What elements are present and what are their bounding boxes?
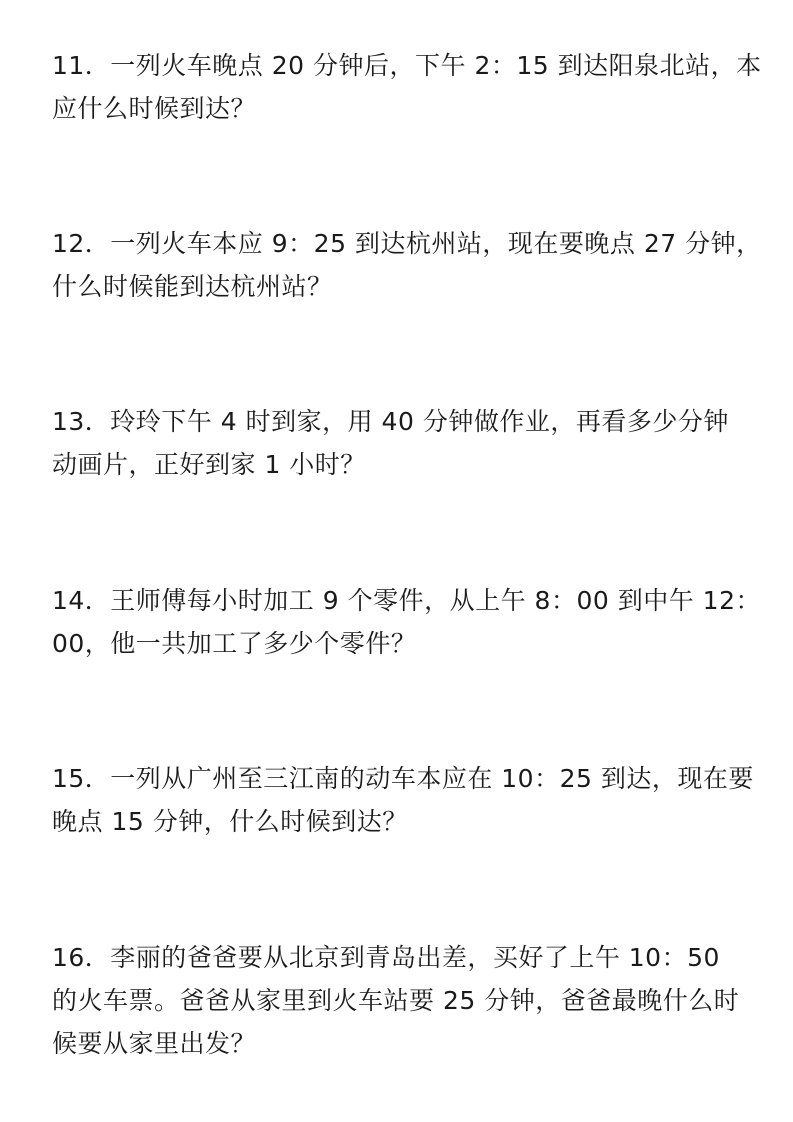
problem-13 — [52, 400, 752, 486]
problem-16-line-2: 的火车票。爸爸从家里到火车站要 25 分钟，爸爸最晚什么时 — [52, 986, 740, 1015]
problem-14 — [52, 579, 761, 665]
problem-11 — [52, 44, 762, 130]
problem-13-line-2: 动画片，正好到家 1 小时？ — [52, 450, 366, 479]
problem-12-line-2: 什么时候能到达杭州站？ — [52, 272, 333, 301]
problem-13-line-1: 13．玲玲下午 4 时到家，用 40 分钟做作业，再看多少分钟 — [52, 407, 729, 436]
problem-12-line-1: 12．一列火车本应 9：25 到达杭州站，现在要晚点 27 分钟， — [52, 229, 762, 258]
problem-15 — [52, 757, 752, 843]
problem-12 — [52, 222, 762, 308]
problem-16-line-3: 候要从家里出发？ — [52, 1029, 257, 1058]
problem-16-line-1: 16．李丽的爸爸要从北京到青岛出差，买好了上午 10：50 — [52, 943, 720, 972]
problem-11-line-1: 11．一列火车晚点 20 分钟后，下午 2：15 到达阳泉北站，本 — [52, 51, 762, 80]
problem-14-line-2: 00，他一共加工了多少个零件？ — [52, 629, 417, 658]
problem-14-line-1: 14．王师傅每小时加工 9 个零件，从上午 8：00 到中午 12： — [52, 586, 761, 615]
problem-15-line-1: 15．一列从广州至三江南的动车本应在 10：25 到达，现在要 — [52, 764, 754, 793]
problem-16 — [52, 936, 752, 1065]
problem-11-line-2: 应什么时候到达？ — [52, 94, 257, 123]
problem-15-line-2: 晚点 15 分钟，什么时候到达？ — [52, 807, 408, 836]
